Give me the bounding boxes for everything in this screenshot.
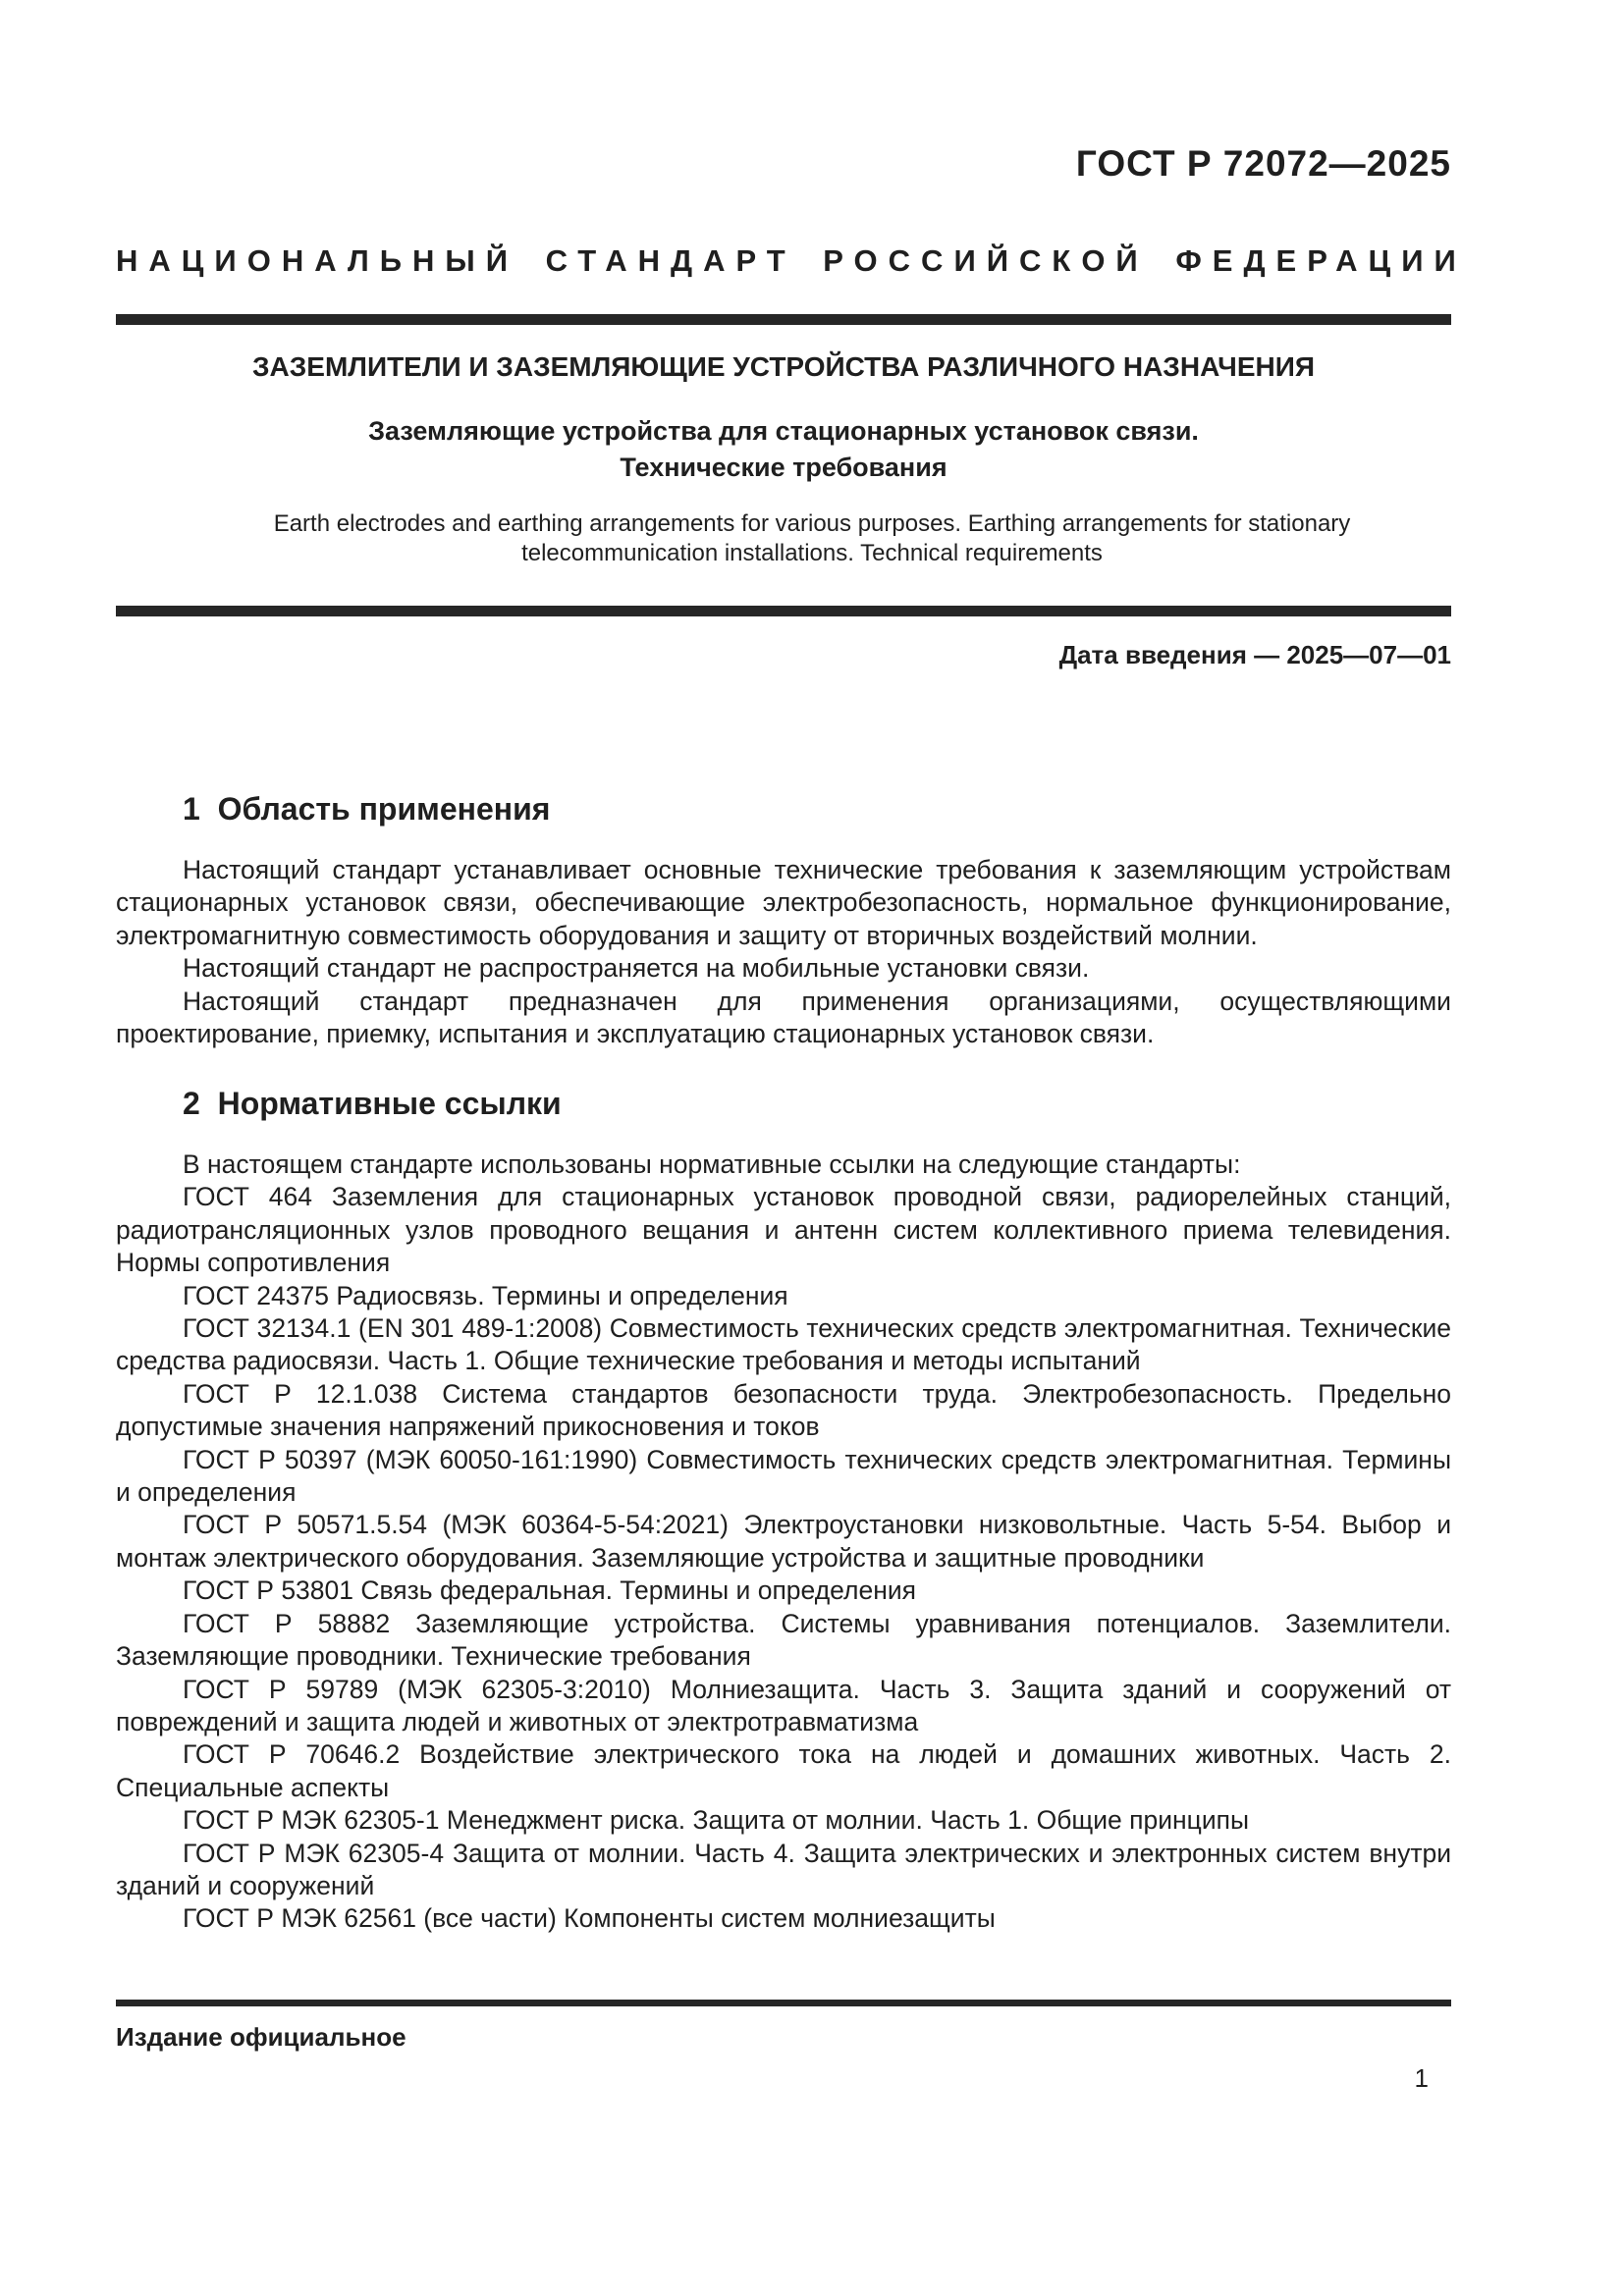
introduction-rule [116, 606, 1451, 616]
document-subtitle-line1: Заземляющие устройства для стационарных установок связи. [368, 416, 1199, 446]
normative-reference: ГОСТ Р 12.1.038 Система стандартов безопасности труда. Электробезопасность. Предельно допустимые значения напряжений прикосновения и токов [116, 1378, 1451, 1442]
normative-reference: ГОСТ 32134.1 (EN 301 489-1:2008) Совместимость технических средств электромагнитная. Технические средства радиосвязи. Часть 1. Общие технические требования и методы испытаний [116, 1313, 1451, 1376]
doc-code: ГОСТ Р 72072—2025 [1075, 143, 1451, 184]
normative-reference: ГОСТ Р 70646.2 Воздействие электрического тока на людей и домашних животных. Часть 2. Специальные аспекты [116, 1739, 1451, 1802]
normative-reference: ГОСТ 464 Заземления для стационарных установок проводной связи, радиорелейных станций, радиотрансляционных узлов проводного вещания и антенн систем коллективного приема телевидения. Нормы сопротивления [116, 1182, 1451, 1278]
section-2-body [116, 1148, 1451, 1936]
official-edition-note: Издание официальное [116, 2022, 406, 2052]
normative-reference: ГОСТ Р МЭК 62561 (все части) Компоненты систем молниезащиты [183, 1903, 996, 1934]
document-title-main: ЗАЗЕМЛИТЕЛИ И ЗАЗЕМЛЯЮЩИЕ УСТРОЙСТВА РАЗЛИЧНОГО НАЗНАЧЕНИЯ [252, 351, 1315, 382]
document-title-english: Earth electrodes and earthing arrangements for various purposes. Earthing arrangements for stationary telecommunication installations. Technical requirements [273, 510, 1351, 566]
normative-reference: ГОСТ Р 50397 (МЭК 60050-161:1990) Совместимость технических средств электромагнитная. Термины и определения [116, 1444, 1451, 1508]
paragraph: Настоящий стандарт предназначен для применения организациями, осуществляющими проектирование, приемку, испытания и эксплуатацию стационарных установок связи. [116, 986, 1451, 1049]
document-subtitle-line2: Технические требования [620, 453, 947, 482]
national-standard-banner: НАЦИОНАЛЬНЫЙ СТАНДАРТ РОССИЙСКОЙ ФЕДЕРАЦИИ [116, 243, 1467, 278]
page-number: 1 [1414, 2063, 1429, 2093]
paragraph: Настоящий стандарт устанавливает основные технические требования к заземляющим устройствам стационарных установок связи, обеспечивающие электробезопасность, нормальное функционирование, электромагнитную совместимость оборудования и защиту от вторичных воздействий молнии. [116, 855, 1451, 950]
normative-reference: ГОСТ Р МЭК 62305-4 Защита от молнии. Часть 4. Защита электрических и электронных систем внутри зданий и сооружений [116, 1838, 1451, 1900]
introduction-date: Дата введения — 2025—07—01 [1058, 640, 1451, 669]
section-2-heading: 2 Нормативные ссылки [183, 1086, 562, 1121]
normative-reference: ГОСТ Р 58882 Заземляющие устройства. Системы уравнивания потенциалов. Заземлители. Заземляющие проводники. Технические требования [116, 1608, 1451, 1672]
paragraph: Настоящий стандарт не распространяется на мобильные установки связи. [183, 953, 1090, 984]
section-1-heading: 1 Область применения [183, 791, 551, 827]
footer-rule [116, 2000, 1451, 2006]
section-1-body [116, 854, 1451, 1050]
normative-reference: ГОСТ Р 50571.5.54 (МЭК 60364-5-54:2021) Электроустановки низковольтные. Часть 5-54. Выбор и монтаж электрического оборудования. Заземляющие устройства и защитные проводники [116, 1510, 1451, 1573]
paragraph: В настоящем стандарте использованы нормативные ссылки на следующие стандарты: [183, 1149, 1241, 1179]
normative-reference: ГОСТ Р 59789 (МЭК 62305-3:2010) Молниезащита. Часть 3. Защита зданий и сооружений от повреждений и защита людей и животных от электротравматизма [116, 1674, 1451, 1736]
normative-reference: ГОСТ Р МЭК 62305-1 Менеджмент риска. Защита от молнии. Часть 1. Общие принципы [183, 1805, 1250, 1836]
normative-reference: ГОСТ 24375 Радиосвязь. Термины и определения [183, 1280, 788, 1310]
header-rule [116, 314, 1451, 325]
normative-reference: ГОСТ Р 53801 Связь федеральная. Термины и определения [183, 1575, 917, 1606]
